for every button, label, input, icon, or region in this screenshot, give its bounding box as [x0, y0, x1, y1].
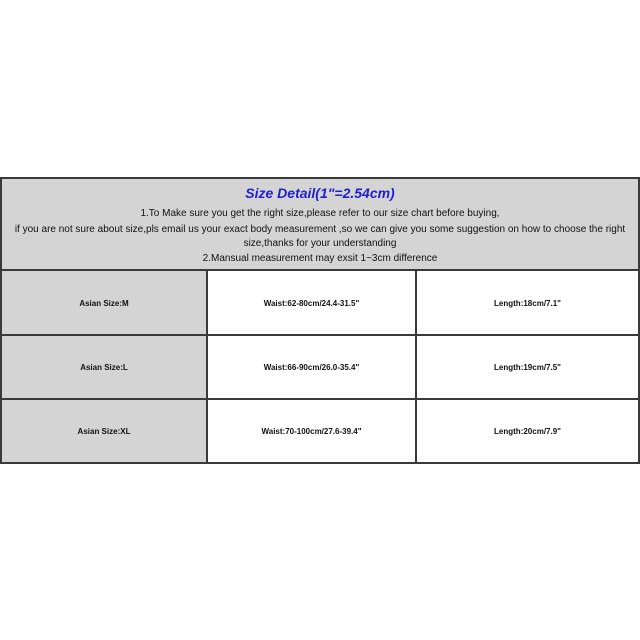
waist-cell: Waist:66-90cm/26.0-35.4" [208, 336, 415, 399]
size-note-1: 1.To Make sure you get the right size,please refer to our size chart before buying, [140, 208, 500, 219]
column-divider [415, 271, 417, 462]
column-divider [206, 271, 208, 462]
size-label-cell: Asian Size:M [2, 271, 206, 335]
size-chart-title: Size Detail(1"=2.54cm) [245, 185, 395, 201]
size-note-3: 2.Mansual measurement may exsit 1~3cm difference [202, 253, 438, 264]
waist-cell: Waist:70-100cm/27.6-39.4" [208, 400, 415, 462]
size-row-xl [2, 400, 638, 462]
length-cell: Length:20cm/7.9" [417, 400, 638, 462]
size-note-2: if you are not sure about size,pls email us your exact body measurement ,so we can give you some suggestion on how to choose the right size,thanks for your understanding [14, 224, 626, 249]
length-cell: Length:18cm/7.1" [417, 271, 638, 335]
size-chart-header [2, 179, 638, 271]
length-cell: Length:19cm/7.5" [417, 336, 638, 399]
size-row-l [2, 336, 638, 399]
size-chart-table [0, 177, 640, 464]
waist-cell: Waist:62-80cm/24.4-31.5" [208, 271, 415, 335]
size-label-cell: Asian Size:L [2, 336, 206, 399]
size-label-cell: Asian Size:XL [2, 400, 206, 462]
size-row-m [2, 271, 638, 335]
